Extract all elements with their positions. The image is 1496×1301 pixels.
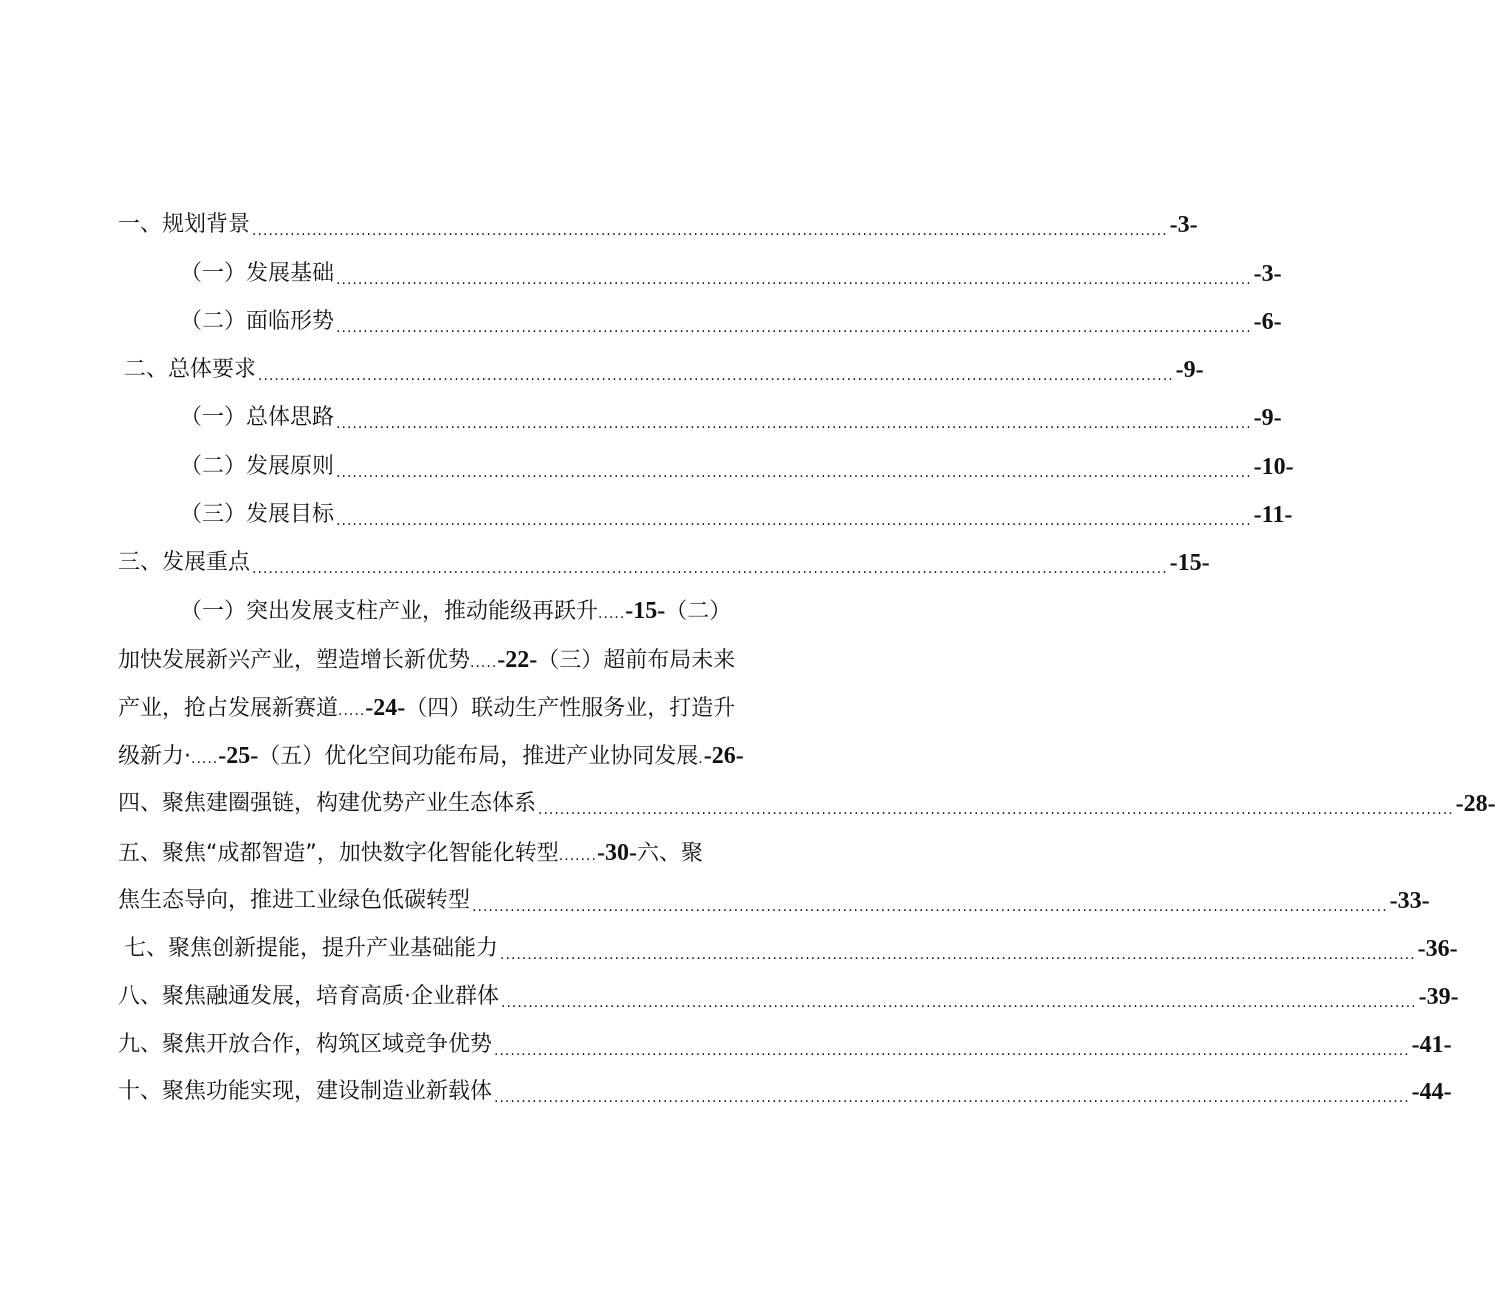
toc-entry[interactable] bbox=[118, 205, 1198, 245]
toc-entry-title: 一、规划背景 bbox=[118, 212, 251, 237]
toc-paragraph-text: 五、聚焦“成都智造”，加快数字化智能化转型 bbox=[118, 841, 559, 866]
toc-leader-dots: ........................................................................................................................................................................ bbox=[336, 465, 1252, 481]
toc-leader-dots: ........................................................................................................................................................................ bbox=[500, 947, 1416, 963]
toc-paragraph-line[interactable] bbox=[180, 591, 731, 631]
toc-leader-dots: ........................................................................................................................................................................ bbox=[252, 223, 1168, 239]
toc-entry-page: -10- bbox=[1253, 454, 1294, 480]
toc-paragraph-text: 六、聚 bbox=[636, 841, 703, 866]
toc-entry[interactable] bbox=[118, 543, 1210, 583]
toc-entry[interactable] bbox=[180, 495, 1293, 535]
toc-entry-page: -9- bbox=[1175, 357, 1204, 383]
toc-entry[interactable] bbox=[124, 350, 1204, 390]
toc-entry-title: （三）发展目标 bbox=[180, 502, 335, 527]
toc-paragraph-text: 加快发展新兴产业，塑造增长新优势 bbox=[118, 648, 471, 673]
toc-entry-page: -33- bbox=[1389, 888, 1430, 914]
toc-entry-page: -41- bbox=[1411, 1032, 1452, 1058]
toc-leader-dots: ........................................................................................................................................................................ bbox=[336, 513, 1252, 529]
toc-entry-title: 十、聚焦功能实现，建设制造业新载体 bbox=[118, 1079, 493, 1104]
toc-entry-title: 八、聚焦融通发展，培育高质·企业群体 bbox=[118, 984, 499, 1009]
toc-paragraph-text: （四）联动生产性服务业，打造升 bbox=[405, 696, 736, 721]
toc-leader-dots: ..... bbox=[470, 655, 498, 671]
toc-leader-dots: ........................................................................................................................................................................ bbox=[336, 272, 1252, 288]
toc-leader-dots: ........................................................................................................................................................................ bbox=[336, 320, 1252, 336]
toc-entry-page: -44- bbox=[1411, 1079, 1452, 1105]
toc-entry-page: -9- bbox=[1253, 405, 1282, 431]
toc-leader-dots: ........................................................................................................................................................................ bbox=[501, 995, 1417, 1011]
toc-entry-title: 四、聚焦建圈强链，构建优势产业生态体系 bbox=[118, 791, 537, 816]
toc-leader-dots: ....... bbox=[558, 848, 597, 864]
toc-entry[interactable] bbox=[118, 881, 1430, 921]
toc-entry-page: -11- bbox=[1253, 502, 1293, 528]
toc-entry[interactable] bbox=[124, 929, 1458, 969]
toc-entry-page: -26- bbox=[703, 743, 744, 769]
toc-paragraph-line[interactable] bbox=[118, 833, 703, 873]
toc-entry-title: 七、聚焦创新提能，提升产业基础能力 bbox=[124, 936, 499, 961]
toc-entry-title: （一）总体思路 bbox=[180, 405, 335, 430]
toc-paragraph-line[interactable] bbox=[118, 688, 735, 728]
toc-entry-title: （一）发展基础 bbox=[180, 261, 335, 286]
toc-entry-page: -36- bbox=[1417, 936, 1458, 962]
toc-leader-dots: ..... bbox=[338, 703, 366, 719]
toc-entry-title: 九、聚焦开放合作，构筑区域竞争优势 bbox=[118, 1032, 493, 1057]
toc-entry-page: -3- bbox=[1169, 212, 1198, 238]
toc-paragraph-text: （三）超前布局未来 bbox=[537, 648, 736, 673]
toc-leader-dots: ........................................................................................................................................................................ bbox=[538, 802, 1454, 818]
toc-paragraph-line[interactable] bbox=[118, 736, 744, 776]
toc-entry[interactable] bbox=[180, 447, 1294, 487]
toc-entry-page: -15- bbox=[1169, 550, 1210, 576]
toc-leader-dots: ........................................................................................................................................................................ bbox=[472, 899, 1388, 915]
toc-leader-dots: ........................................................................................................................................................................ bbox=[336, 416, 1252, 432]
toc-entry-page: -39- bbox=[1418, 984, 1459, 1010]
toc-paragraph-text: （五）优化空间功能布局，推进产业协同发展 bbox=[258, 744, 699, 769]
toc-entry[interactable] bbox=[180, 398, 1282, 438]
toc-leader-dots: ........................................................................................................................................................................ bbox=[252, 561, 1168, 577]
toc-entry-title: （二）面临形势 bbox=[180, 309, 335, 334]
toc-leader-dots: . bbox=[698, 751, 704, 767]
toc-leader-dots: ........................................................................................................................................................................ bbox=[494, 1043, 1410, 1059]
toc-leader-dots: ........................................................................................................................................................................ bbox=[258, 368, 1174, 384]
toc-leader-dots: ..... bbox=[598, 606, 626, 622]
toc-entry-title: 焦生态导向，推进工业绿色低碳转型 bbox=[118, 888, 471, 913]
toc-entry-page: -22- bbox=[497, 647, 538, 673]
toc-entry-title: 二、总体要求 bbox=[124, 357, 257, 382]
toc-paragraph-text: （二） bbox=[665, 599, 732, 624]
toc-leader-dots: ........................................................................................................................................................................ bbox=[494, 1090, 1410, 1106]
toc-entry[interactable] bbox=[118, 1072, 1452, 1112]
toc-paragraph-text: 产业，抢占发展新赛道 bbox=[118, 696, 339, 721]
toc-entry-title: （二）发展原则 bbox=[180, 454, 335, 479]
toc-entry[interactable] bbox=[118, 1025, 1452, 1065]
toc-entry[interactable] bbox=[118, 784, 1496, 824]
toc-paragraph-text: 级新力· bbox=[118, 744, 191, 769]
toc-entry-page: -28- bbox=[1455, 791, 1496, 817]
toc-paragraph-line[interactable] bbox=[118, 640, 735, 680]
toc-entry[interactable] bbox=[180, 254, 1282, 294]
toc-entry[interactable] bbox=[118, 977, 1459, 1017]
toc-entry-page: -25- bbox=[218, 743, 259, 769]
toc-entry-page: -30- bbox=[596, 840, 637, 866]
toc-paragraph-text: （一）突出发展支柱产业，推动能级再跃升 bbox=[180, 599, 599, 624]
toc-entry-title: 三、发展重点 bbox=[118, 550, 251, 575]
toc-entry-page: -6- bbox=[1253, 309, 1282, 335]
toc-entry[interactable] bbox=[180, 302, 1282, 342]
toc-entry-page: -3- bbox=[1253, 261, 1282, 287]
toc-entry-page: -24- bbox=[365, 695, 406, 721]
toc-entry-page: -15- bbox=[625, 598, 666, 624]
toc-leader-dots: ..... bbox=[191, 751, 219, 767]
